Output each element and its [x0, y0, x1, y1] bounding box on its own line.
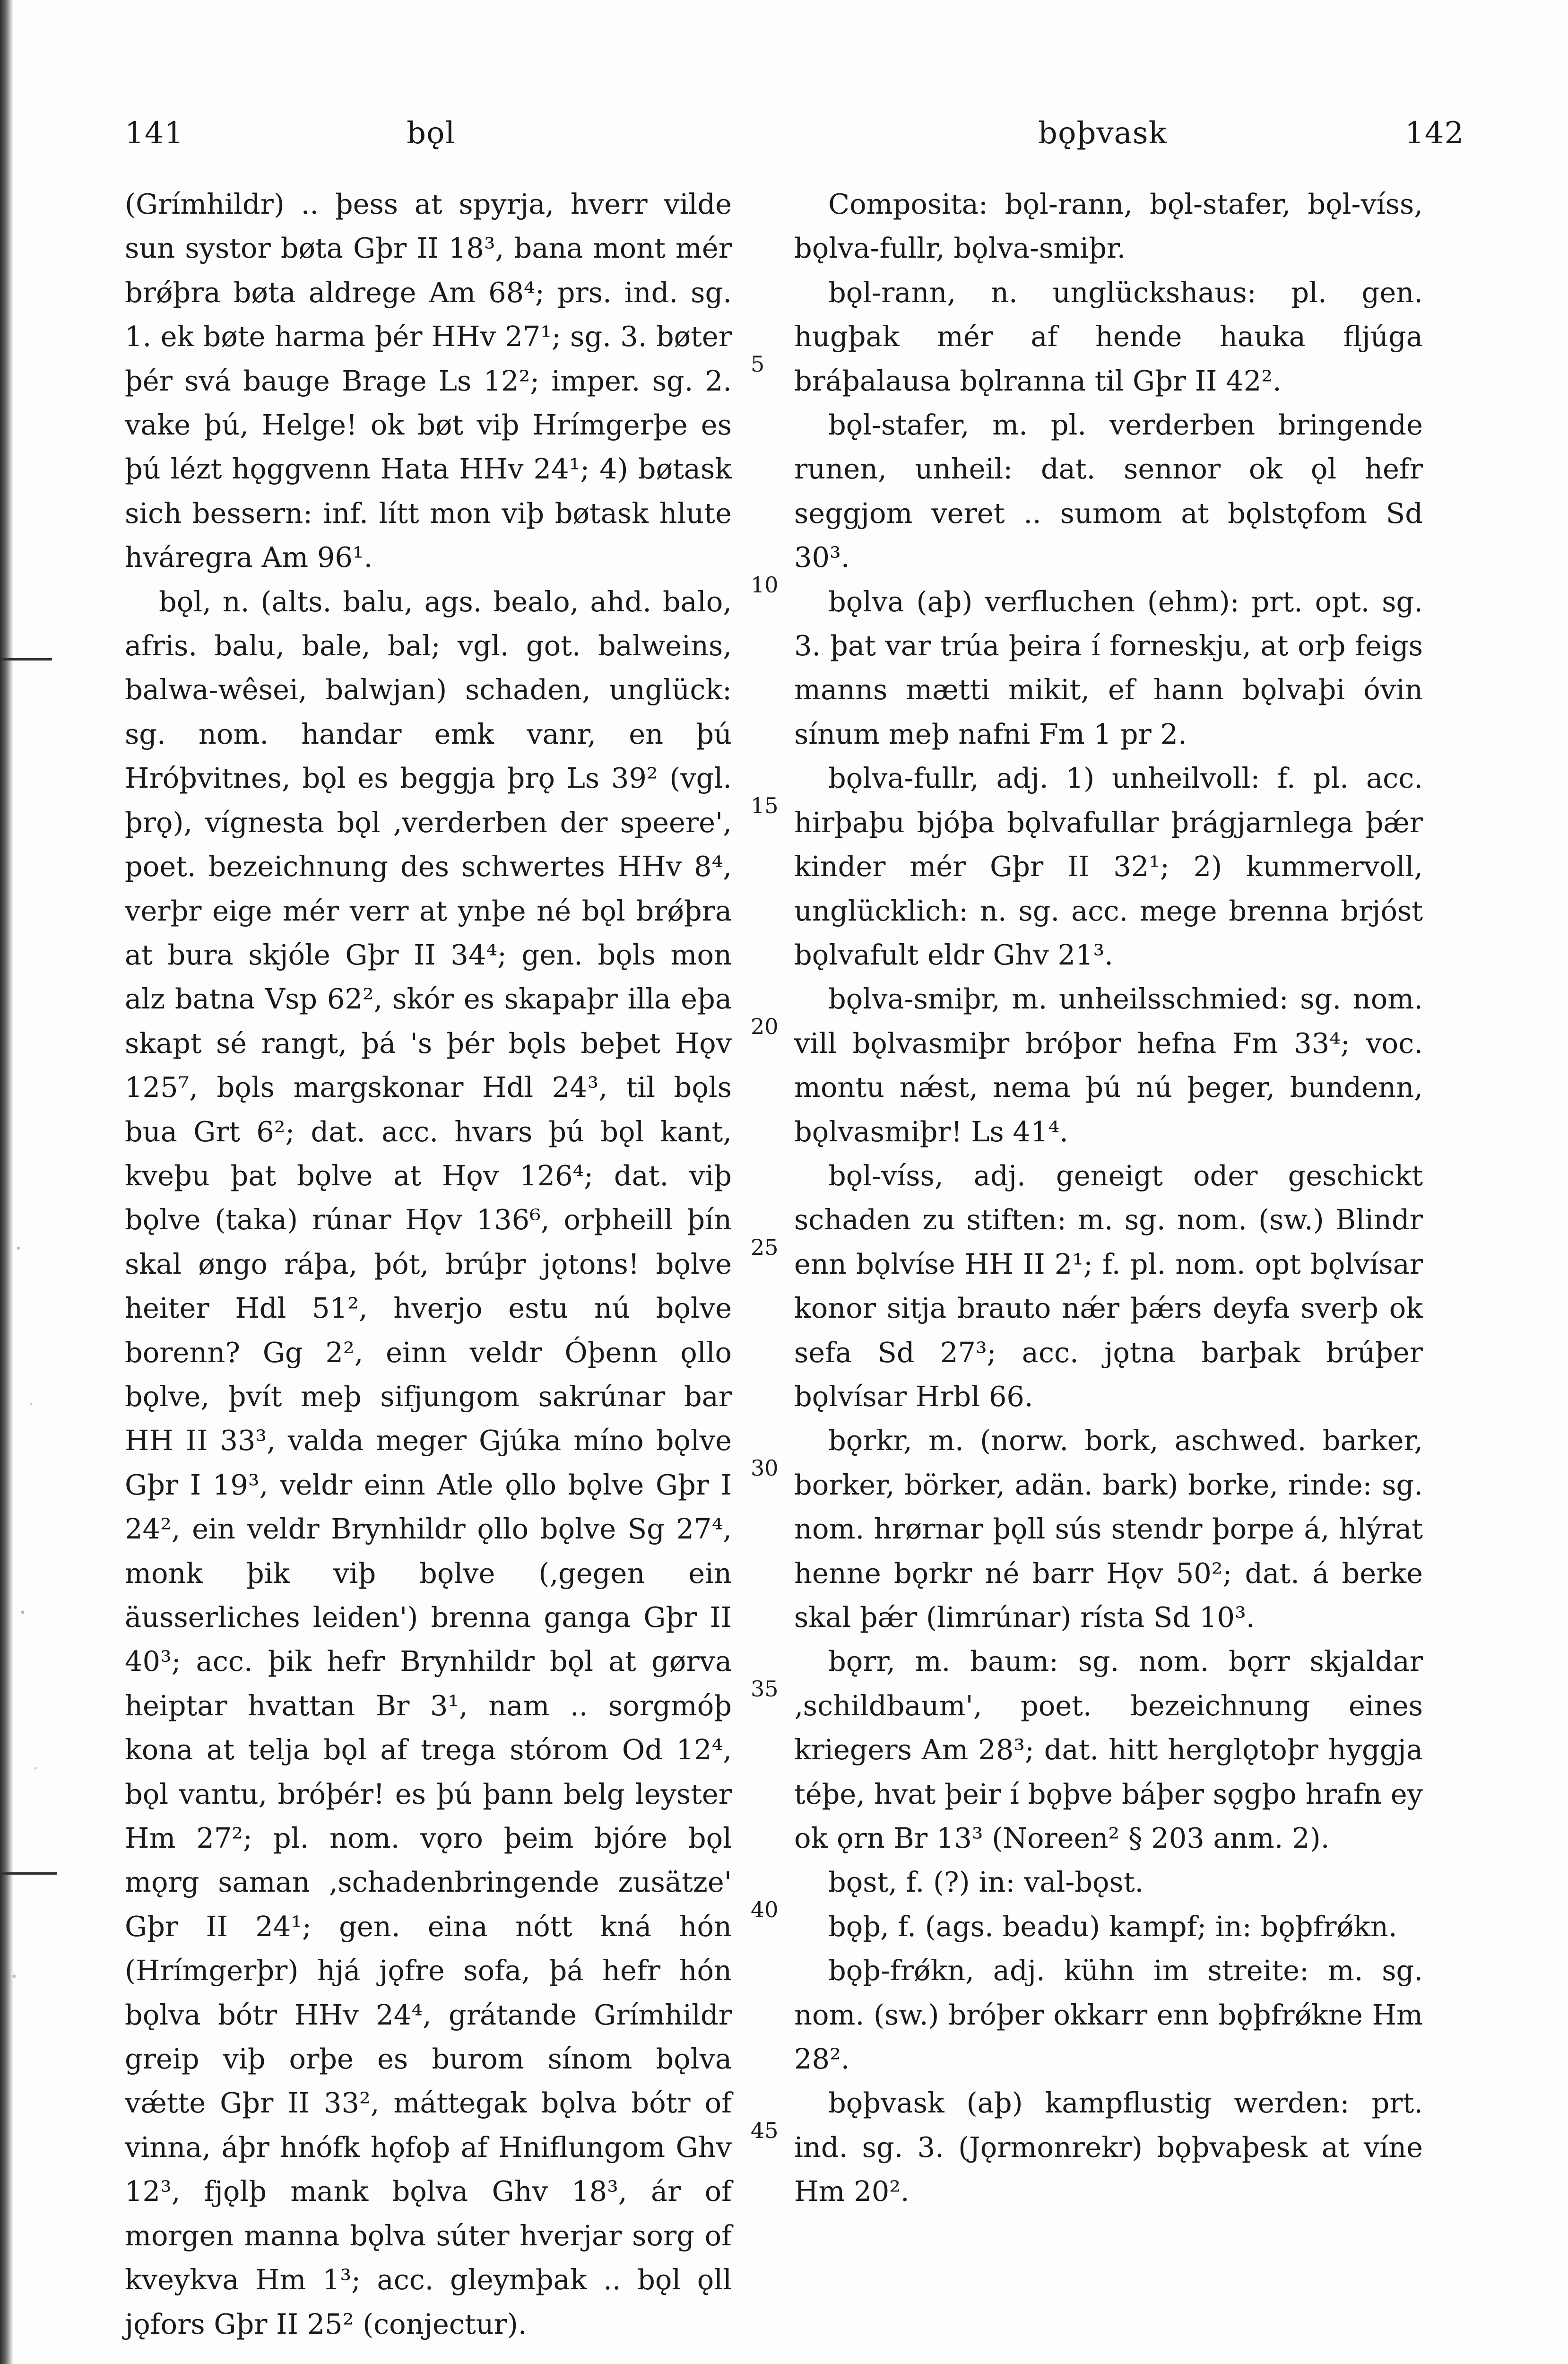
entry: bǫþ, f. (ags. beadu) kampf; in: bǫþfrǿkn. [828, 1910, 1397, 1943]
line-number: 30 [751, 1455, 779, 1481]
line-number: 15 [751, 793, 779, 818]
entry: bǫl-rann, n. unglückshaus: pl. gen. hugþak mér af hende hauka fljúga bráþalausa bǫlranna til Gþr II 42². [794, 276, 1423, 397]
entry: bǫþvask (aþ) kampflustig werden: prt. ind. sg. 3. (Jǫrmonrekr) bǫþvaþesk at víne Hm 20². [794, 2086, 1423, 2208]
margin-tick [0, 658, 52, 661]
entry: bǫþ-frǿkn, adj. kühn im streite: m. sg. nom. (sw.) bróþer okkarr enn bǫþfrǿkne Hm 28². [794, 1954, 1423, 2076]
right-running-word: bǫþvask [1038, 116, 1168, 151]
entry: bǫst, f. (?) in: val-bǫst. [828, 1866, 1144, 1899]
paragraph: (Grímhildr) .. þess at spyrja, hverr vilde sun systor bøta Gþr II 18³, bana mont mér brǿþra bøta aldrege Am 68⁴; prs. ind. sg. 1. ek bøte harma þér HHv 27¹; sg. 3. bøter þér svá bauge Brage Ls 12²; imper. sg. 2. vake þú, Helge! ok bøt viþ Hrímgerþe es þú lézt hǫggvenn Hata HHv 24¹; 4) bøtask sich bessern: inf. lítt mon viþ bøtask hlute hváregra Am 96¹. [125, 188, 732, 574]
entry: bǫlva-smiþr, m. unheilsschmied: sg. nom. vill bǫlvasmiþr bróþor hefna Fm 33⁴; voc. montu nǽst, nema þú nú þeger, bundenn, bǫlvasmiþr! Ls 41⁴. [794, 982, 1423, 1148]
entry: bǫl-stafer, m. pl. verderben bringende runen, unheil: dat. sennor ok ǫl hefr seggjom veret .. sumom at bǫlstǫfom Sd 30³. [794, 408, 1423, 574]
entry: bǫrr, m. baum: sg. nom. bǫrr skjaldar ‚schildbaum', poet. bezeichnung eines kriegers Am 28³; dat. hitt herglǫtoþr hyggja téþe, hvat þeir í bǫþve báþer sǫgþo hrafn ey ok ǫrn Br 13³ (Noreen² § 203 anm. 2). [794, 1645, 1423, 1855]
line-number: 35 [751, 1676, 779, 1702]
entry: bǫl, n. (alts. balu, ags. bealo, ahd. balo, afris. balu, bale, bal; vgl. got. balweins, balwa-wêsei, balwjan) schaden, unglück: sg. nom. handar emk vanr, en þú Hróþvitnes, bǫl es beggja þrǫ Ls 39² (vgl. þrǫ), vígnesta bǫl ‚verderben der speere', poet. bezeichnung des schwertes HHv 8⁴, verþr eige mér verr at ynþe né bǫl brǿþra at bura skjóle Gþr II 34⁴; gen. bǫls mon alz batna Vsp 62², skór es skapaþr illa eþa skapt sé rangt, þá 's þér bǫls beþet Hǫv 125⁷, bǫls margskonar Hdl 24³, til bǫls bua Grt 6²; dat. acc. hvars þú bǫl kant, kveþu þat bǫlve at Hǫv 126⁴; dat. viþ bǫlve (taka) rúnar Hǫv 136⁶, orþheill þín skal øngo ráþa, þót, brúþr jǫtons! bǫlve heiter Hdl 51², hverjo estu nú bǫlve borenn? Gg 2², einn veldr Óþenn ǫllo bǫlve, þvít meþ sifjungom sakrúnar bar HH II 33³, valda meger Gjúka míno bǫlve Gþr I 19³, veldr einn Atle ǫllo bǫlve Gþr I 24², ein veldr Brynhildr ǫllo bǫlve Sg 27⁴, monk þik viþ bǫlve (‚gegen ein äusserliches leiden') brenna ganga Gþr II 40³; acc. þik hefr Brynhildr bǫl at gørva heiptar hvattan Br 3¹, nam .. sorgmóþ kona at telja bǫl af trega stórom Od 12⁴, bǫl vantu, bróþér! es þú þann belg leyster Hm 27²; pl. nom. vǫro þeim bjóre bǫl mǫrg saman ‚schadenbringende zusätze' Gþr II 24¹; gen. eina nótt kná hón (Hrímgerþr) hjá jǫfre sofa, þá hefr hón bǫlva bótr HHv 24⁴, grátande Grímhildr greip viþ orþe es burom sínom bǫlva vǽtte Gþr II 33², máttegak bǫlva bótr of vinna, áþr hnófk hǫfoþ af Hniflungom Ghv 12³, fjǫlþ mank bǫlva Ghv 18³, ár of morgen manna bǫlva súter hverjar sorg of kveykva Hm 1³; acc. gleymþak .. bǫl ǫll jǫfors Gþr II 25² (conjectur). [125, 585, 732, 2340]
right-page-number: 142 [1405, 116, 1464, 151]
margin-tick [0, 1872, 57, 1875]
line-number: 45 [751, 2118, 779, 2143]
left-column [125, 182, 732, 2346]
left-page-number: 141 [125, 116, 184, 151]
line-number: 10 [751, 572, 779, 598]
left-running-word: bǫl [407, 116, 455, 151]
line-number: 25 [751, 1234, 779, 1260]
right-column [794, 182, 1423, 2214]
entry: bǫlva (aþ) verfluchen (ehm): prt. opt. sg. 3. þat var trúa þeira í forneskju, at orþ feigs manns mætti mikit, ef hann bǫlvaþi óvin sínum meþ nafni Fm 1 pr 2. [794, 585, 1423, 750]
margin-speckle [6, 1144, 48, 2184]
entry: bǫrkr, m. (norw. bork, aschwed. barker, borker, börker, adän. bark) borke, rinde: sg. nom. hrørnar þǫll sús stendr þorpe á, hlýrat henne bǫrkr né barr Hǫv 50²; dat. á berke skal þǽr (limrúnar) rísta Sd 10³. [794, 1424, 1423, 1634]
composita: Composita: bǫl-rann, bǫl-stafer, bǫl-víss, bǫlva-fullr, bǫlva-smiþr. [794, 188, 1423, 265]
line-number: 20 [751, 1014, 779, 1039]
line-number: 40 [751, 1897, 779, 1922]
entry: bǫlva-fullr, adj. 1) unheilvoll: f. pl. acc. hirþaþu bjóþa bǫlvafullar þrágjarnlega þǽr kinder mér Gþr II 32¹; 2) kummervoll, unglücklich: n. sg. acc. mege brenna brjóst bǫlvafult eldr Ghv 21³. [794, 762, 1423, 971]
entry: bǫl-víss, adj. geneigt oder geschickt schaden zu stiften: m. sg. nom. (sw.) Blindr enn bǫlvíse HH II 2¹; f. pl. nom. opt bǫlvísar konor sitja brauto nǽr þǽrs deyfa sverþ ok sefa Sd 27³; acc. jǫtna barþak brúþer bǫlvísar Hrbl 66. [794, 1159, 1423, 1413]
line-number: 5 [751, 351, 765, 377]
